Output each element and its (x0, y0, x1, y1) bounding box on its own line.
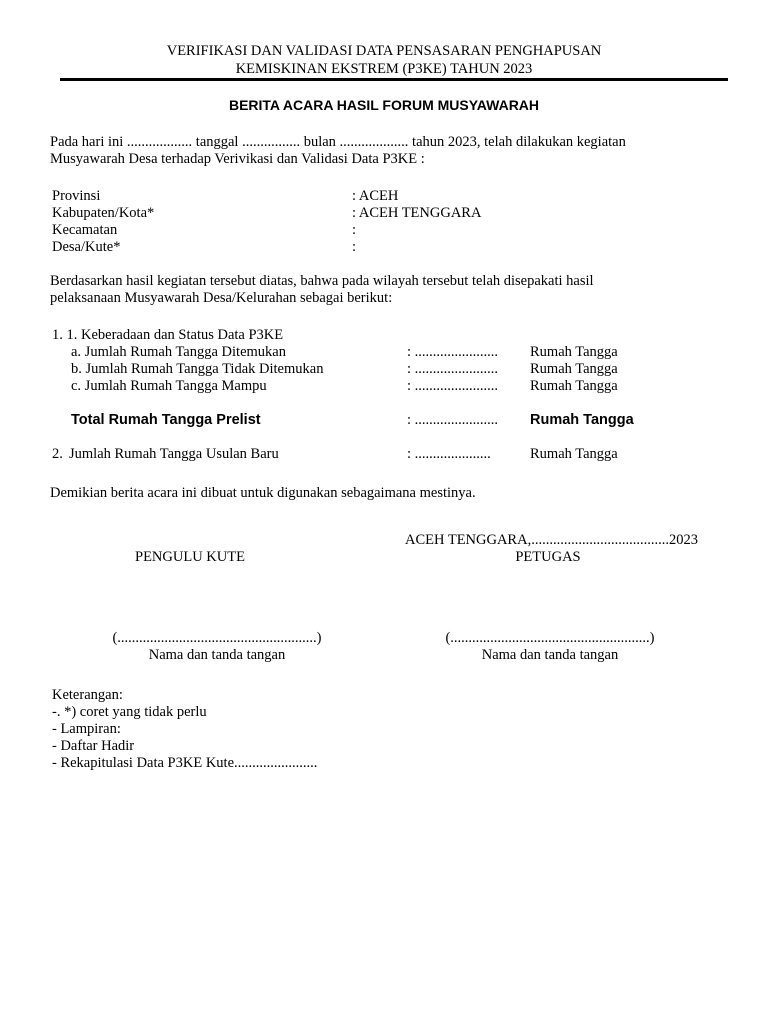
location-label-provinsi: Provinsi (52, 188, 101, 204)
left-signer-role: PENGULU KUTE (135, 549, 245, 565)
row-a-label: a. Jumlah Rumah Tangga Ditemukan (71, 344, 286, 360)
intro-line-2: Musyawarah Desa terhadap Verivikasi dan Validasi Data P3KE : (50, 151, 425, 167)
location-value-kabupaten: : ACEH TENGGARA (352, 205, 482, 221)
left-signature-caption: Nama dan tanda tangan (148, 647, 286, 663)
section-2-value: : ..................... (407, 446, 491, 462)
location-label-desa: Desa/Kute* (52, 239, 121, 255)
row-c-label: c. Jumlah Rumah Tangga Mampu (71, 378, 267, 394)
intro-line-1: Pada hari ini .................. tanggal ................ bulan ................... tahun 2023, telah dilakukan kegiatan (50, 134, 626, 150)
row-c-value: : ....................... (407, 378, 499, 394)
intro-paragraph (50, 134, 670, 168)
right-signature-caption: Nama dan tanda tangan (481, 647, 619, 663)
note-item: - Daftar Hadir (52, 738, 135, 754)
basis-line-1: Berdasarkan hasil kegiatan tersebut diatas, bahwa pada wilayah tersebut telah disepakati hasil (50, 273, 594, 289)
section-2-unit: Rumah Tangga (530, 446, 618, 462)
location-value-provinsi: : ACEH (352, 188, 399, 204)
left-signature-line: (.......................................................) (112, 630, 322, 646)
location-label-kecamatan: Kecamatan (52, 222, 118, 238)
section-1-heading: 1. 1. Keberadaan dan Status Data P3KE (52, 327, 284, 343)
document-title: BERITA ACARA HASIL FORUM MUSYAWARAH (228, 97, 540, 113)
total-value: : ....................... (407, 412, 499, 428)
place-date: ACEH TENGGARA,......................................2023 (405, 532, 698, 548)
basis-paragraph (50, 273, 670, 307)
note-item: -. *) coret yang tidak perlu (52, 704, 207, 720)
total-label: Total Rumah Tangga Prelist (71, 412, 261, 428)
location-value-kecamatan: : (352, 222, 357, 238)
closing-statement: Demikian berita acara ini dibuat untuk digunakan sebagaimana mestinya. (50, 485, 476, 501)
total-unit: Rumah Tangga (530, 412, 634, 428)
location-label-kabupaten: Kabupaten/Kota* (52, 205, 155, 221)
header-divider (60, 78, 728, 81)
right-signature-line: (.......................................................) (445, 630, 655, 646)
right-signer-role: PETUGAS (515, 549, 581, 565)
row-c-unit: Rumah Tangga (530, 378, 618, 394)
basis-line-2: pelaksanaan Musyawarah Desa/Kelurahan sebagai berikut: (50, 290, 393, 306)
row-b-value: : ....................... (407, 361, 499, 377)
note-item: - Lampiran: (52, 721, 121, 737)
section-2-label: Jumlah Rumah Tangga Usulan Baru (69, 446, 279, 462)
notes-heading: Keterangan: (52, 687, 123, 703)
note-item: - Rekapitulasi Data P3KE Kute....................... (52, 755, 318, 771)
section-2-number: 2. (52, 446, 63, 462)
row-b-label: b. Jumlah Rumah Tangga Tidak Ditemukan (71, 361, 324, 377)
row-a-value: : ....................... (407, 344, 499, 360)
location-value-desa: : (352, 239, 357, 255)
header-line-1: VERIFIKASI DAN VALIDASI DATA PENSASARAN PENGHAPUSAN (166, 43, 602, 59)
row-b-unit: Rumah Tangga (530, 361, 618, 377)
row-a-unit: Rumah Tangga (530, 344, 618, 360)
header-line-2: KEMISKINAN EKSTREM (P3KE) TAHUN 2023 (235, 61, 533, 77)
